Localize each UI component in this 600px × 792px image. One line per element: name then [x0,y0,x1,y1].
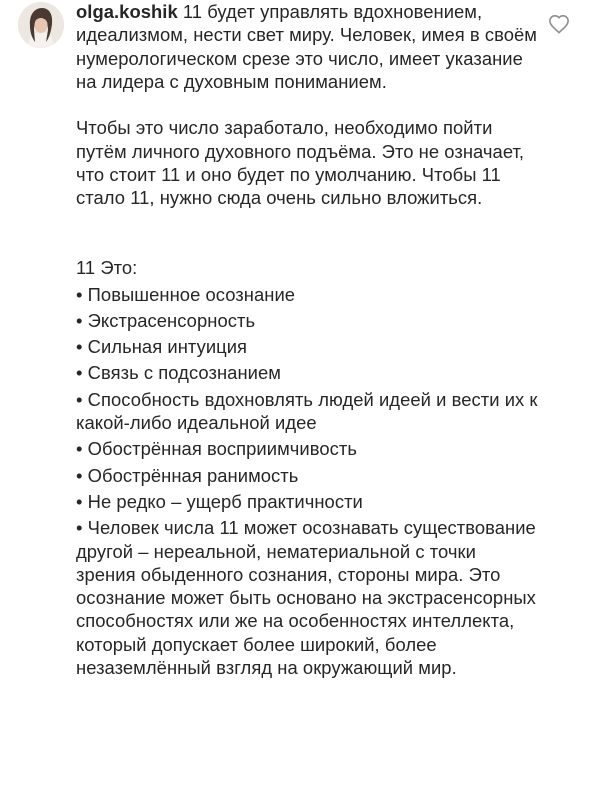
avatar[interactable] [18,2,64,48]
bullet-mark: • [76,388,88,410]
comment-username-link[interactable]: olga.koshik [76,1,178,22]
list-item-text: Обострённая ранимость [87,464,299,486]
bullet-mark: • [76,490,88,512]
list-item [76,283,538,306]
bullet-mark: • [76,336,88,358]
list-item [76,490,538,513]
list-item [76,388,538,435]
list-item [76,335,538,358]
list-item [76,516,538,679]
comment-intro-text: 11 будет управлять вдохновением, идеализмом, нести свет миру. Человек, имея в своём нумерологическом срезе это число, имеет указание на лидера с духовным пониманием. [76,1,537,92]
list-item-text: Экстрасенсорность [87,309,256,331]
list-item [76,464,538,487]
bullet-mark: • [76,438,88,460]
comment-paragraph-2: Чтобы это число заработало, необходимо пойти путём личного духовного подъёма. Это не означает, что стоит 11 и оно будет по умолчанию. Чтобы 11 стало 11, нужно сюда очень сильно вложиться. [76,117,525,209]
heart-outline-icon [548,14,570,34]
bullet-mark: • [76,464,88,486]
list-item-text: Связь с подсознанием [87,362,281,384]
bullet-mark: • [76,517,88,539]
list-item [76,309,538,332]
like-button[interactable] [548,14,570,34]
bullet-list [76,283,538,680]
bullet-mark: • [76,283,88,305]
list-item [76,361,538,384]
list-title: 11 Это: [76,257,138,279]
comment-body [76,0,538,682]
avatar-photo-icon [18,2,64,48]
list-item [76,437,538,460]
list-item-text: Не редко – ущерб практичности [87,490,363,512]
list-item-text: Способность вдохновлять людей идеей и вести их к какой-либо идеальной идее [76,388,538,434]
bullet-mark: • [76,309,88,331]
comment-intro-paragraph [76,0,538,93]
list-item-text: Повышенное осознание [87,283,296,305]
list-item-text: Обострённая восприимчивость [87,438,357,460]
list-item-text: Сильная интуиция [87,336,248,358]
list-item-text: Человек числа 11 может осознавать существование другой – нереальной, нематериальной с точки зрения обыденного сознания, стороны мира. Это осознание может быть основано на экстрасенсорных способностях или же на особенностях интеллекта, который допускает более широкий, более незаземлённый взгляд на окружающий мир. [76,517,536,679]
bullet-mark: • [76,362,88,384]
